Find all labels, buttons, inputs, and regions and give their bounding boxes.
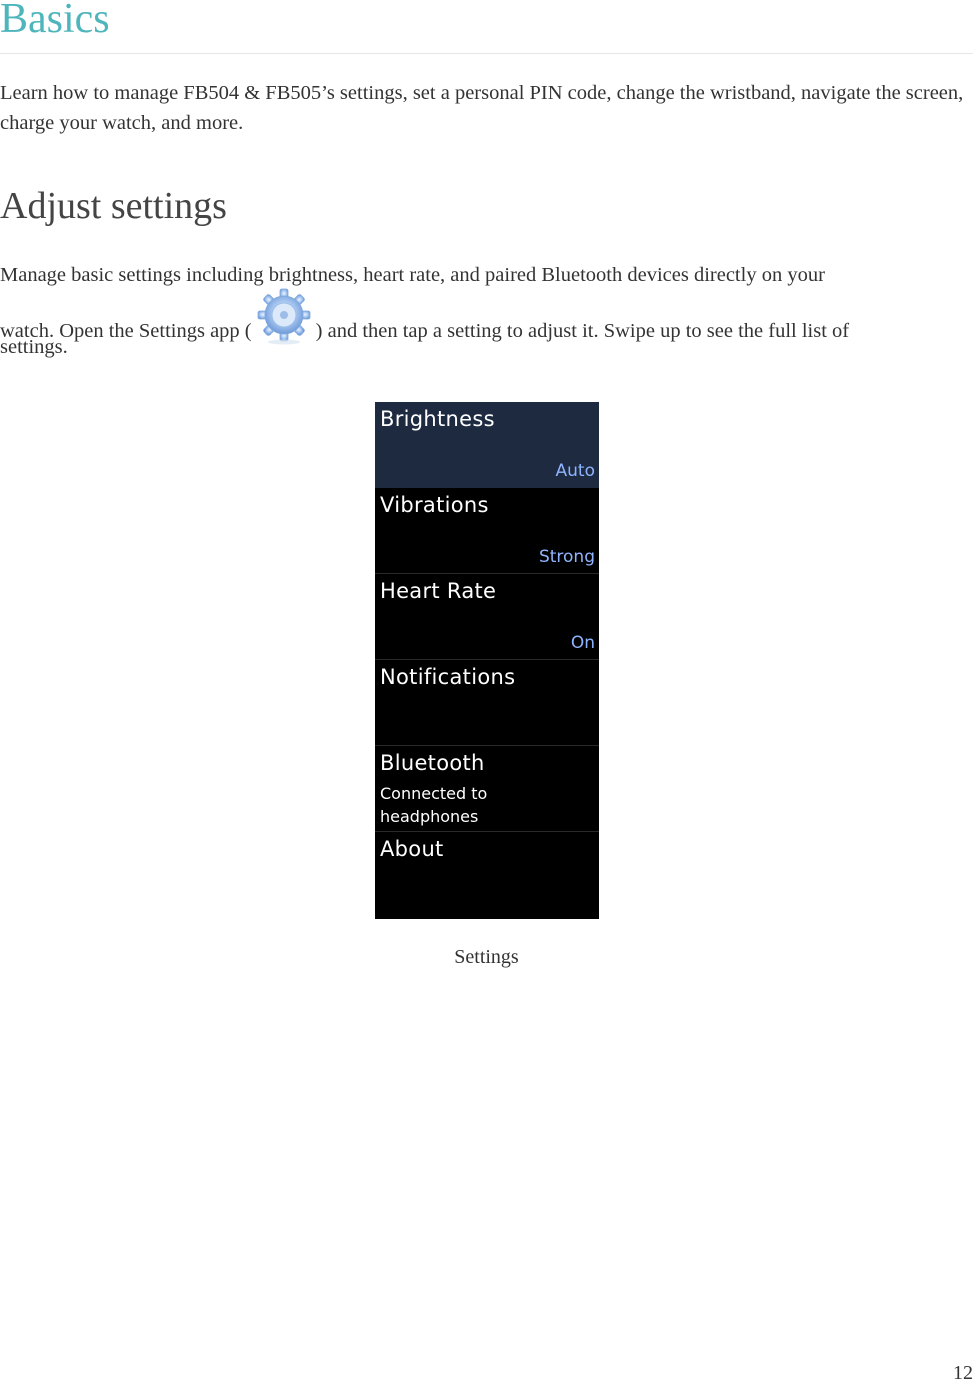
section-heading: Adjust settings xyxy=(0,185,227,227)
settings-paragraph-line1: Manage basic settings including brightness, heart rate, and paired Bluetooth devices directly on your xyxy=(0,264,825,286)
watch-item-value: On xyxy=(570,633,595,653)
watch-item-bluetooth xyxy=(375,746,599,832)
title-divider xyxy=(0,53,973,54)
watch-item-vibrations xyxy=(375,488,599,574)
figure-caption: Settings xyxy=(454,946,519,968)
watch-item-about xyxy=(375,832,599,919)
watch-settings-screenshot xyxy=(375,402,599,919)
watch-item-label: Vibrations xyxy=(380,493,489,517)
watch-item-value: Auto xyxy=(555,461,595,481)
watch-item-heart-rate xyxy=(375,574,599,660)
watch-item-label: About xyxy=(380,837,444,861)
watch-item-subtitle: Connected to headphones xyxy=(380,784,488,826)
intro-paragraph: Learn how to manage FB504 & FB505’s settings, set a personal PIN code, change the wristband, navigate the screen, charge your watch, and more. xyxy=(0,82,964,134)
settings-gear-icon xyxy=(253,288,315,346)
page-number: 12 xyxy=(953,1362,973,1384)
settings-paragraph-after-icon: ) and then tap a setting to adjust it. Swipe up to see the full list of xyxy=(315,320,850,342)
watch-item-value: Strong xyxy=(538,547,595,567)
watch-item-label: Brightness xyxy=(380,407,495,431)
settings-paragraph-end: settings. xyxy=(0,336,68,358)
watch-item-label: Bluetooth xyxy=(380,751,485,775)
page-title: Basics xyxy=(0,0,110,42)
watch-item-notifications xyxy=(375,660,599,746)
settings-paragraph-before-icon: watch. Open the Settings app ( xyxy=(0,320,252,342)
watch-item-brightness xyxy=(375,402,599,488)
watch-item-label: Heart Rate xyxy=(380,579,497,603)
watch-item-label: Notifications xyxy=(380,665,516,689)
settings-paragraph xyxy=(0,288,973,362)
